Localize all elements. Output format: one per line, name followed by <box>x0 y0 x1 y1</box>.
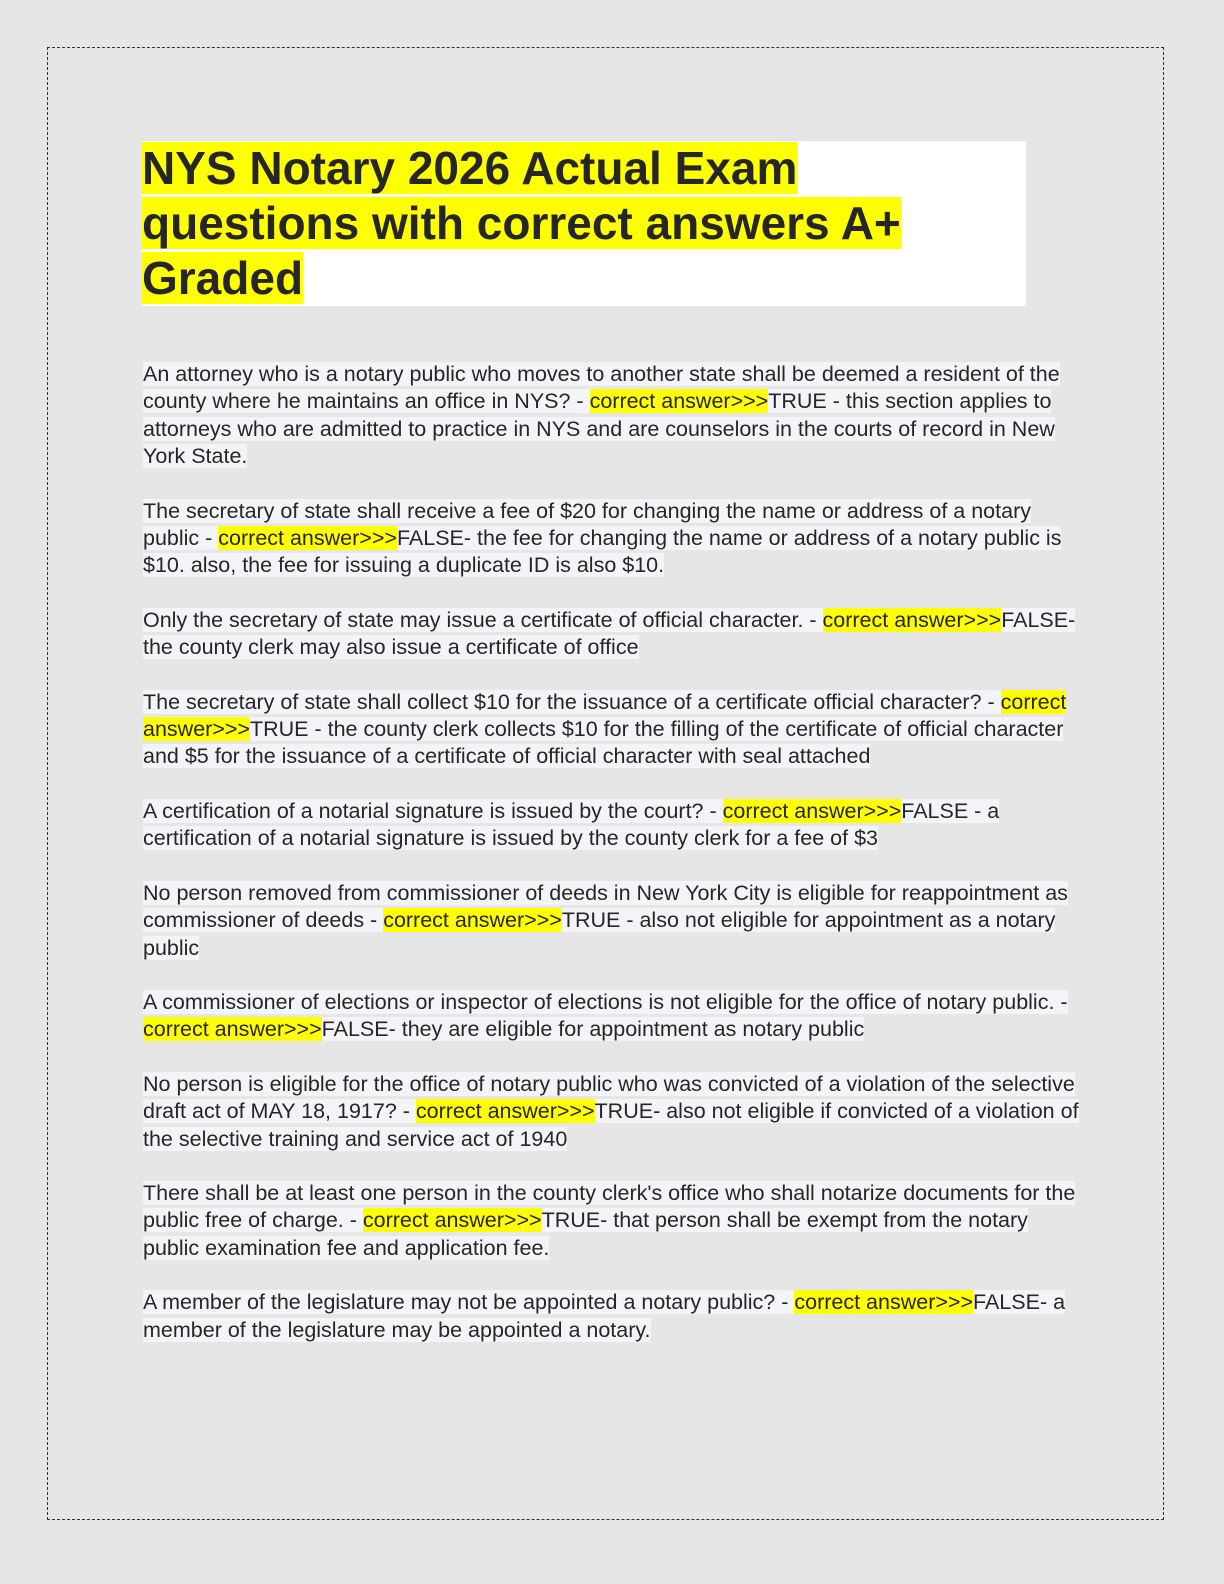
qa-list <box>143 361 1088 1371</box>
answer-text: TRUE - the county clerk collects $10 for the filling of the certificate of official character and $5 for the issuance of a certificate of official character with seal attached <box>143 717 1064 769</box>
question-text: Only the secretary of state may issue a certificate of official character. - <box>143 607 823 632</box>
answer-marker: correct answer>>> <box>383 908 562 933</box>
answer-marker: correct answer>>> <box>589 389 769 414</box>
answer-text: TRUE- also not eligible if convicted of a violation of the selective training and service act of 1940 <box>143 1099 1079 1151</box>
answer-text: TRUE - also not eligible for appointment as a notary public <box>143 908 1056 960</box>
answer-marker: correct answer>>> <box>722 798 902 823</box>
document-title <box>142 141 962 306</box>
answer-marker: correct answer>>> <box>822 607 1002 632</box>
question-text: There shall be at least one person in the county clerk's office who shall notarize documents for the public free of charge. - <box>143 1180 1076 1233</box>
answer-marker: correct answer>>> <box>415 1099 595 1124</box>
qa-item <box>143 689 1088 771</box>
question-text: A commissioner of elections or inspector of elections is not eligible for the office of notary public. - <box>143 989 1068 1014</box>
question-text: A member of the legislature may not be appointed a notary public? - <box>143 1290 795 1315</box>
question-text: An attorney who is a notary public who moves to another state shall be deemed a resident of the county where he maintains an office in NYS? - <box>143 362 1060 414</box>
answer-text: FALSE- the county clerk may also issue a certificate of office <box>143 607 1076 660</box>
answer-marker: correct answer>>> <box>218 526 397 551</box>
answer-marker: correct answer>>> <box>143 1017 322 1042</box>
answer-text: FALSE- the fee for changing the name or address of a notary public is $10. also, the fee for issuing a duplicate ID is also $10. <box>143 526 1062 578</box>
qa-item <box>143 1071 1088 1153</box>
answer-text: FALSE- a member of the legislature may be appointed a notary. <box>143 1290 1066 1342</box>
answer-text: FALSE- they are eligible for appointment as notary public <box>321 1017 865 1042</box>
question-text: No person is eligible for the office of notary public who was convicted of a violation of the selective draft act of MAY 18, 1917? - <box>143 1071 1075 1124</box>
qa-item <box>143 607 1088 662</box>
qa-item <box>143 1180 1088 1262</box>
document-title-text: NYS Notary 2026 Actual Exam questions with correct answers A+ Graded <box>142 142 901 304</box>
question-text: The secretary of state shall collect $10 for the issuance of a certificate official character? - <box>143 689 1001 714</box>
answer-marker: correct answer>>> <box>362 1208 542 1233</box>
question-text: No person removed from commissioner of deeds in New York City is eligible for reappointment as commissioner of deeds - <box>143 880 1068 933</box>
answer-marker: correct answer>>> <box>794 1290 974 1315</box>
answer-text: TRUE- that person shall be exempt from the notary public examination fee and application fee. <box>143 1208 1028 1260</box>
question-text: A certification of a notarial signature is issued by the court? - <box>143 798 723 823</box>
answer-text: FALSE - a certification of a notarial signature is issued by the county clerk for a fee of $3 <box>143 798 1000 851</box>
question-text: The secretary of state shall receive a fee of $20 for changing the name or address of a notary public - <box>143 498 1031 551</box>
answer-marker: correct answer>>> <box>143 689 1067 742</box>
answer-text: TRUE - this section applies to attorneys who are admitted to practice in NYS and are counselors in the courts of record in New York State. <box>143 389 1055 469</box>
qa-item <box>143 498 1088 580</box>
qa-item <box>143 1289 1088 1344</box>
qa-item <box>143 361 1088 471</box>
qa-item <box>143 989 1088 1044</box>
qa-item <box>143 798 1088 853</box>
qa-item <box>143 880 1088 962</box>
title-box <box>142 141 1026 306</box>
